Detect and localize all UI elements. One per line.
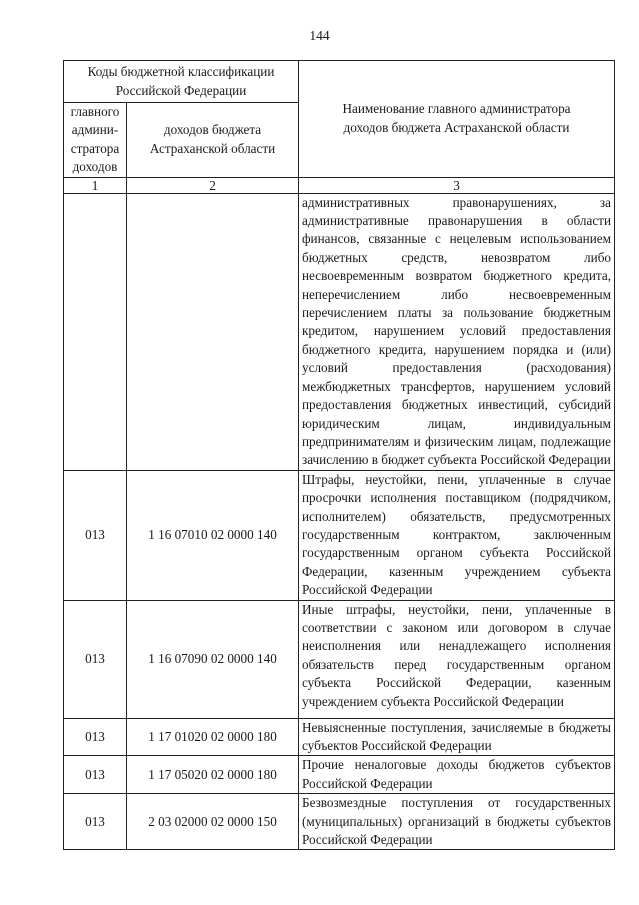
column-index-1: 1 xyxy=(64,177,127,193)
table-row xyxy=(64,756,615,794)
description-cell: административных правонарушениях, за административные правонарушения в области финансов, связанные с нецелевым использованием бюджетных средств, невозвратом либо несвоевременным возвратом бюджетного кредита, неперечислением либо несвоевременным перечислением платы за пользование бюджетным кредитом, нарушением условий предоставления бюджетного кредита, нарушением порядка и (или) условий предоставления (расходования) межбюджетных трансфертов, нарушением условий предоставления бюджетных инвестиций, субсидий юридическим лицам, индивидуальным предпринимателям и физическим лицам, подлежащие зачислению в бюджет субъекта Российской Федерации xyxy=(299,193,615,470)
header-row-index xyxy=(64,177,615,193)
admin-code-cell: 013 xyxy=(64,470,127,600)
description-cell: Штрафы, неустойки, пени, уплаченные в случае просрочки исполнения поставщиком (подрядчиком, исполнителем) обязательств, предусмотренных государственным контрактом, заключенным государственным органом субъекта Российской Федерации, казенным учреждением субъекта Российской Федерации xyxy=(299,470,615,600)
table-row xyxy=(64,193,615,470)
description-cell: Иные штрафы, неустойки, пени, уплаченные в соответствии с законом или договором в случае неисполнения или ненадлежащего исполнения обязательств перед государственным органом субъекта Российской Федерации, казенным учреждением субъекта Российской Федерации xyxy=(299,600,615,718)
table-row xyxy=(64,470,615,600)
income-code-cell: 2 03 02000 02 0000 150 xyxy=(127,794,299,850)
description-cell: Безвозмездные поступления от государственных (муниципальных) организаций в бюджеты субъектов Российской Федерации xyxy=(299,794,615,850)
column-index-2: 2 xyxy=(127,177,299,193)
header-col1-title: главного админи-стратора доходов xyxy=(64,103,127,178)
header-col3-title: Наименование главного администратора доходов бюджета Астраханской области xyxy=(299,61,615,178)
income-code-cell: 1 17 01020 02 0000 180 xyxy=(127,718,299,756)
table-row xyxy=(64,600,615,718)
table-row xyxy=(64,718,615,756)
income-code-cell: 1 17 05020 02 0000 180 xyxy=(127,756,299,794)
description-cell: Прочие неналоговые доходы бюджетов субъектов Российской Федерации xyxy=(299,756,615,794)
description-cell: Невыясненные поступления, зачисляемые в бюджеты субъектов Российской Федерации xyxy=(299,718,615,756)
page-number: 144 xyxy=(309,28,330,43)
column-index-3: 3 xyxy=(299,177,615,193)
header-group-title: Коды бюджетной классификации Российской Федерации xyxy=(64,61,299,103)
budget-classification-table xyxy=(63,60,615,850)
table-row xyxy=(64,794,615,850)
admin-code-cell: 013 xyxy=(64,600,127,718)
admin-code-cell: 013 xyxy=(64,756,127,794)
income-code-cell: 1 16 07010 02 0000 140 xyxy=(127,470,299,600)
admin-code-cell: 013 xyxy=(64,794,127,850)
header-col2-title: доходов бюджета Астраханской области xyxy=(127,103,299,178)
admin-code-cell: 013 xyxy=(64,718,127,756)
header-row-group xyxy=(64,61,615,103)
income-code-cell xyxy=(127,193,299,470)
income-code-cell: 1 16 07090 02 0000 140 xyxy=(127,600,299,718)
admin-code-cell xyxy=(64,193,127,470)
